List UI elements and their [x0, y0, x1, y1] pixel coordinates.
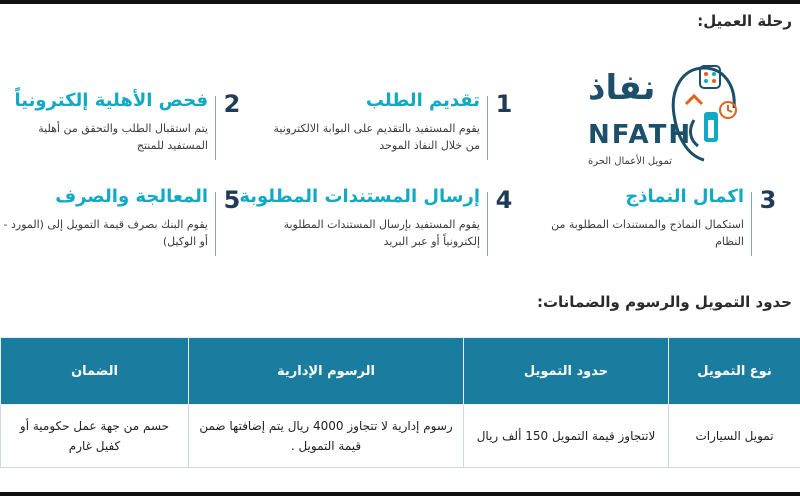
- table-header-row: [1, 338, 800, 405]
- step-heading: تقديم الطلب: [365, 90, 480, 111]
- column-header: حدود التمويل: [464, 338, 669, 405]
- logo-tagline: تمويل الأعمال الحرة: [588, 156, 673, 167]
- step-number: 2: [223, 90, 241, 118]
- nfath-logo: [588, 60, 748, 175]
- table-row: [1, 405, 800, 468]
- step-divider: [215, 192, 216, 256]
- step-description: يقوم المستفيد بالتقديم على البوابة الالكترونية من خلال النفاذ الموحد: [273, 122, 480, 152]
- table-cell: حسم من جهة عمل حكومية أو كفيل غارم: [1, 405, 189, 468]
- step-divider: [487, 96, 488, 160]
- step-description: استكمال النماذج والمستندات المطلوبة من النظام: [551, 218, 744, 248]
- limits-table: [0, 337, 800, 468]
- step-heading: اكمال النماذج: [625, 186, 744, 207]
- step-heading: فحص الأهلية إلكترونياً: [14, 90, 208, 111]
- column-header: الضمان: [1, 338, 189, 405]
- top-border: [0, 0, 800, 4]
- step-divider: [751, 192, 752, 256]
- column-header: الرسوم الإدارية: [189, 338, 464, 405]
- table-cell: رسوم إدارية لا تتجاوز 4000 ريال يتم إضافتها ضمن قيمة التمويل .: [189, 405, 464, 468]
- step-number: 1: [495, 90, 513, 118]
- journey-step: [266, 90, 516, 170]
- journey-step: [0, 90, 244, 170]
- bottom-border: [0, 492, 800, 496]
- table-cell: تمويل السيارات: [669, 405, 800, 468]
- step-number: 5: [223, 186, 241, 214]
- journey-step: [0, 186, 244, 266]
- step-description: يقوم المستفيد بإرسال المستندات المطلوبة إلكترونياً أو عبر البريد: [283, 218, 480, 248]
- table-cell: لاتتجاوز قيمة التمويل 150 ألف ريال: [464, 405, 669, 468]
- step-number: 4: [495, 186, 513, 214]
- logo-arabic: نفاذ: [588, 68, 656, 108]
- step-divider: [487, 192, 488, 256]
- limits-title: حدود التمويل والرسوم والضمانات:: [536, 293, 792, 311]
- step-description: يتم استقبال الطلب والتحقق من أهلية المستفيد للمنتج: [38, 122, 208, 152]
- logo-english: NFATH: [588, 120, 693, 150]
- column-header: نوع التمويل: [669, 338, 800, 405]
- step-description: يقوم البنك بصرف قيمة التمويل إلى (المورد - أو الوكيل): [3, 218, 208, 248]
- step-divider: [215, 96, 216, 160]
- step-heading: المعالجة والصرف: [55, 186, 208, 207]
- journey-title: رحلة العميل:: [697, 12, 792, 30]
- journey-step: [239, 186, 516, 266]
- step-heading: إرسال المستندات المطلوبة: [239, 186, 480, 207]
- step-number: 3: [759, 186, 777, 214]
- journey-step: [530, 186, 780, 266]
